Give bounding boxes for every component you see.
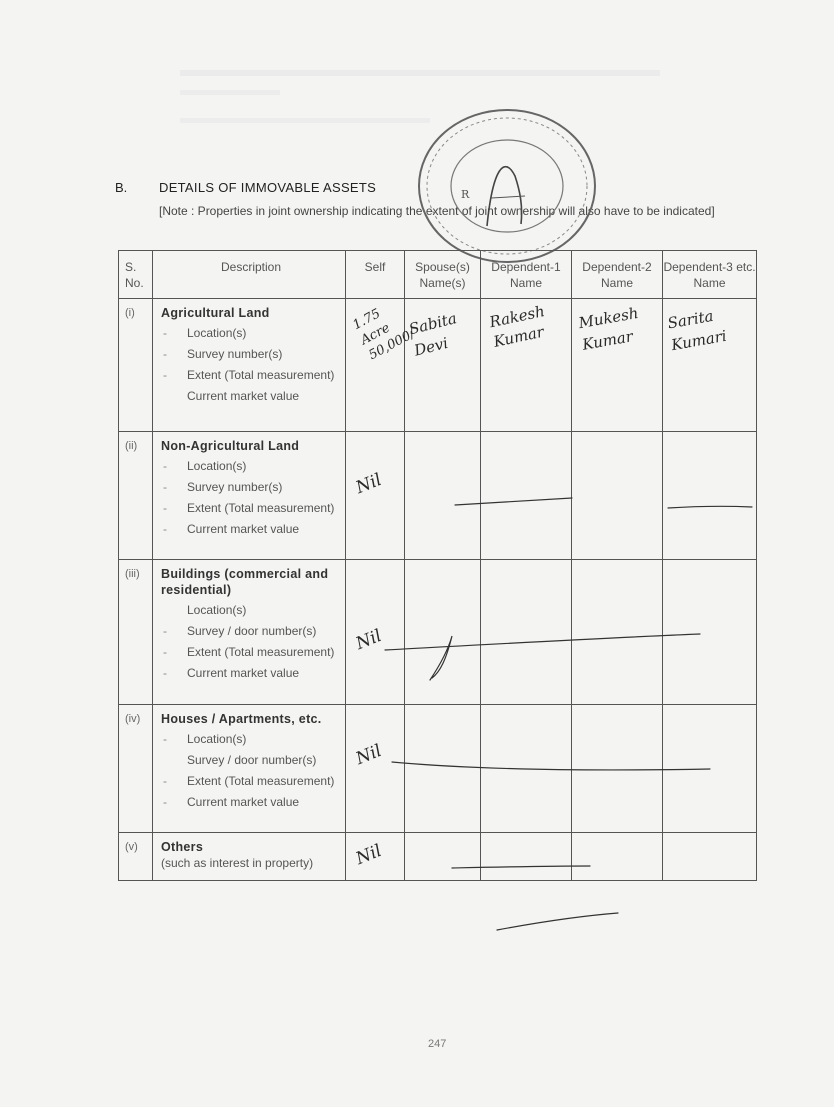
row-item: (such as interest in property) <box>161 856 314 870</box>
row-item: Current market value <box>187 389 300 403</box>
row-item: Extent (Total measurement) <box>187 774 335 788</box>
table-row: (iv) Houses / Apartments, etc. - Location(s) Survey / door number(s) - Extent (Total measurement) - Current market value Nil <box>119 705 757 833</box>
row-category: Non-Agricultural Land <box>161 439 300 453</box>
row-item: Survey / door number(s) <box>187 624 317 638</box>
header-dependent-1: Dependent-1 Name <box>481 251 572 299</box>
row-number: (ii) <box>125 440 138 452</box>
self-value: Nil <box>353 840 385 870</box>
row-item: Location(s) <box>187 732 247 746</box>
row-item: Current market value <box>187 522 300 536</box>
row-item: Location(s) <box>187 603 247 617</box>
row-category: Houses / Apartments, etc. <box>161 712 322 726</box>
table-row: (iii) Buildings (commercial and residential) Location(s) - Survey / door number(s) - Extent (Total measurement) - Current market value Nil <box>119 560 757 705</box>
svg-text:R: R <box>461 188 470 201</box>
section-title: DETAILS OF IMMOVABLE ASSETS <box>159 180 377 195</box>
table-row <box>119 833 757 881</box>
page-number: 247 <box>428 1038 447 1050</box>
row-number: (iv) <box>125 713 141 725</box>
dependent-3-name: Sarita Kumari <box>666 306 728 355</box>
table-header-row <box>119 251 757 299</box>
section-letter: B. <box>115 180 128 195</box>
header-self: Self <box>346 251 405 299</box>
immovable-assets-table <box>118 250 757 881</box>
spouse-name: Sabita Devi <box>407 309 459 360</box>
official-seal <box>415 106 599 266</box>
row-item: Survey number(s) <box>187 347 283 361</box>
row-item: Survey / door number(s) <box>187 753 317 767</box>
self-value: Nil <box>353 469 385 499</box>
row-number: (v) <box>125 841 138 853</box>
row-item: Extent (Total measurement) <box>187 501 335 515</box>
row-category: Agricultural Land <box>161 306 270 320</box>
header-dependent-2: Dependent-2 Name <box>572 251 663 299</box>
row-item: Extent (Total measurement) <box>187 368 335 382</box>
dependent-1-name: Rakesh Kumar <box>487 302 547 351</box>
row-category: Others <box>161 840 204 854</box>
dependent-2-name: Mukesh Kumar <box>577 303 640 354</box>
self-value: 1.75 Acre 50,000/ <box>350 306 418 364</box>
header-spouse: Spouse(s) Name(s) <box>405 251 481 299</box>
row-item: Location(s) <box>187 326 247 340</box>
row-item: Location(s) <box>187 459 247 473</box>
self-value: Nil <box>353 625 385 655</box>
row-item: Extent (Total measurement) <box>187 645 335 659</box>
header-description: Description <box>153 251 346 299</box>
self-value: Nil <box>353 740 385 770</box>
row-number: (i) <box>125 307 135 319</box>
table-row: (i) Agricultural Land - Location(s) - Survey number(s) - Extent (Total measurement) Current market value 1.75 Acre 50,000/ Sabita Devi Rakesh Kumar Mukesh Kumar Sarita Kumari <box>119 299 757 432</box>
section-note: [Note : Properties in joint ownership indicating the extent of joint ownership will also have to be indicated] <box>159 204 715 218</box>
row-item: Current market value <box>187 795 300 809</box>
table-row: (ii) Non-Agricultural Land - Location(s) - Survey number(s) - Extent (Total measurement) - Current market value Nil <box>119 432 757 560</box>
row-category: Buildings (commercial and residential) <box>161 567 329 597</box>
header-dependent-3: Dependent-3 etc. Name <box>663 251 757 299</box>
row-item: Current market value <box>187 666 300 680</box>
header-sno: S. No. <box>119 251 153 299</box>
row-item: Survey number(s) <box>187 480 283 494</box>
row-number: (iii) <box>125 568 140 580</box>
